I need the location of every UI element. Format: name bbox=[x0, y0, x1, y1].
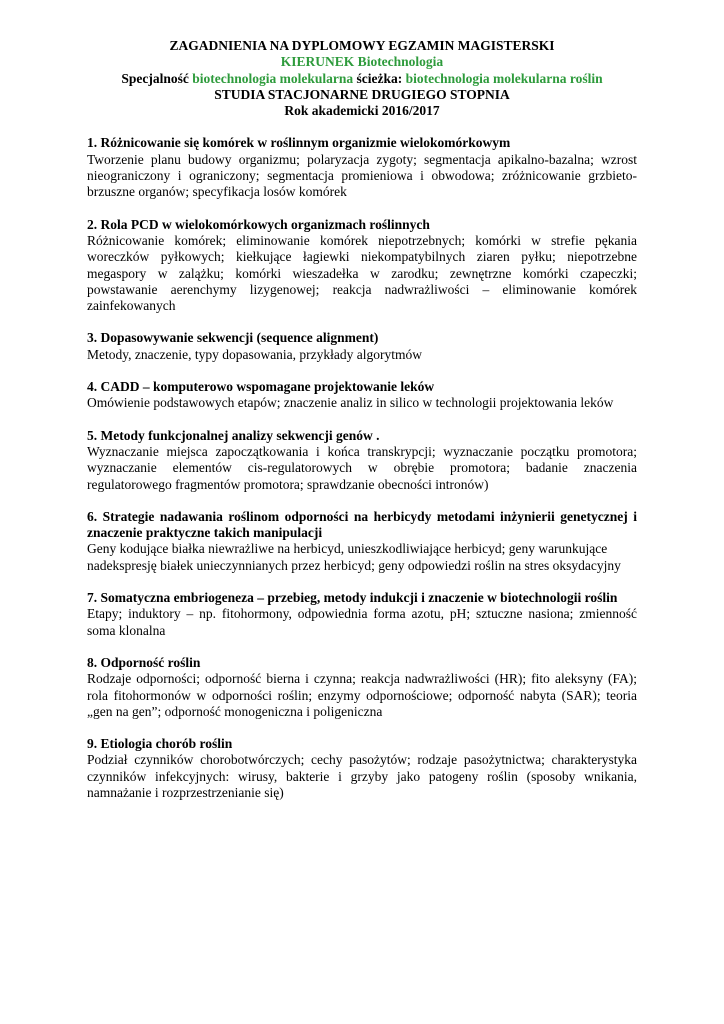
topic-description: Rodzaje odporności; odporność bierna i czynna; reakcja nadwrażliwości (HR); fito aleksyny (FA); rola fitohormonów w odporności roślin; enzymy odpornościowe; odporność nabyta (SAR); teoria „gen na gen”; odporność monogeniczna i poligeniczna bbox=[87, 671, 637, 719]
topic-section-8 bbox=[87, 655, 637, 720]
topic-description: Omówienie podstawowych etapów; znaczenie analiz in silico w technologii projektowania leków bbox=[87, 395, 614, 411]
topic-section-4 bbox=[87, 379, 637, 412]
topic-description: Metody, znaczenie, typy dopasowania, przykłady algorytmów bbox=[87, 346, 423, 362]
topic-description: Podział czynników chorobotwórczych; cechy pasożytów; rodzaje pasożytnictwa; charakterystyka czynników infekcyjnych: wirusy, bakterie i grzyby jako patogeny roślin (sposoby wnikania, namnażanie i rozprzestrzenianie się) bbox=[87, 752, 637, 800]
topic-description: Wyznaczanie miejsca zapoczątkowania i końca transkrypcji; wyznaczanie początku promotora; wyznaczanie elementów cis-regulatorowych w obrębie promotora; badanie znaczenia regulatorowego fragmentów promotora; sprawdzanie obecności intronów) bbox=[87, 443, 637, 492]
topic-section-2 bbox=[87, 217, 637, 315]
topic-section-5 bbox=[87, 428, 637, 493]
topic-title: 7. Somatyczna embriogeneza – przebieg, metody indukcji i znaczenie w biotechnologii roślin bbox=[87, 590, 618, 606]
topic-title: 2. Rola PCD w wielokomórkowych organizmach roślinnych bbox=[87, 216, 430, 232]
topic-section-1 bbox=[87, 135, 637, 200]
topic-title: 4. CADD – komputerowo wspomagane projektowanie leków bbox=[87, 379, 435, 395]
header-study-type: STUDIA STACJONARNE DRUGIEGO STOPNIA bbox=[214, 86, 510, 102]
topic-title: 1. Różnicowanie się komórek w roślinnym organizmie wielokomórkowym bbox=[87, 135, 511, 151]
topic-section-3 bbox=[87, 330, 637, 363]
path-name: biotechnologia molekularna roślin bbox=[405, 70, 603, 86]
header-specialization bbox=[87, 71, 637, 87]
specialization-prefix: Specjalność bbox=[121, 70, 193, 86]
document-header bbox=[87, 38, 637, 119]
topic-description: Geny kodujące białka niewrażliwe na herbicyd, unieszkodliwiające herbicyd; geny warunkujące nadekspresję białek unieczynnianych przez herbicyd; geny odpowiedzi roślin na stres oksydacyjny bbox=[87, 541, 621, 573]
header-field-of-study: KIERUNEK Biotechnologia bbox=[280, 54, 444, 70]
topic-description: Różnicowanie komórek; eliminowanie komórek niepotrzebnych; komórki w strefie pękania woreczków pyłkowych; kiełkujące łagiewki niekompatybilnych ziaren pyłku; niepotrzebne megaspory w zalążku; komórki wieszadełka w zarodku; zewnętrzne komórki czapeczki; powstawanie aerenchymy lizygenowej; reakcja nadwrażliwości – eliminowanie komórek zainfekowanych bbox=[87, 232, 637, 314]
topic-title: 9. Etiologia chorób roślin bbox=[87, 736, 233, 752]
topic-description: Etapy; induktory – np. fitohormony, odpowiednia forma azotu, pH; sztuczne nasiona; zmienność soma klonalna bbox=[87, 606, 637, 638]
topic-title: 8. Odporność roślin bbox=[87, 654, 201, 670]
path-prefix: ścieżka: bbox=[353, 70, 406, 86]
topic-title: 6. Strategie nadawania roślinom odporności na herbicydy metodami inżynierii genetycznej i znaczenie praktyczne takich manipulacji bbox=[87, 508, 637, 541]
topic-title: 5. Metody funkcjonalnej analizy sekwencji genów . bbox=[87, 427, 380, 443]
topic-section-7 bbox=[87, 590, 637, 639]
topic-section-9 bbox=[87, 736, 637, 801]
topic-section-6 bbox=[87, 509, 637, 574]
header-academic-year: Rok akademicki 2016/2017 bbox=[284, 103, 440, 119]
topic-title: 3. Dopasowywanie sekwencji (sequence alignment) bbox=[87, 330, 379, 346]
header-title: ZAGADNIENIA NA DYPLOMOWY EGZAMIN MAGISTERSKI bbox=[169, 38, 555, 53]
topic-description: Tworzenie planu budowy organizmu; polaryzacja zygoty; segmentacja apikalno-bazalna; wzrost nieograniczony i ograniczony; segmentacja promieniowa i obwodowa; zróżnicowanie grzbieto-brzuszne organów; specyfikacja losów komórek bbox=[87, 151, 637, 200]
document-page bbox=[87, 38, 637, 801]
specialization-name: biotechnologia molekularna bbox=[192, 70, 354, 86]
